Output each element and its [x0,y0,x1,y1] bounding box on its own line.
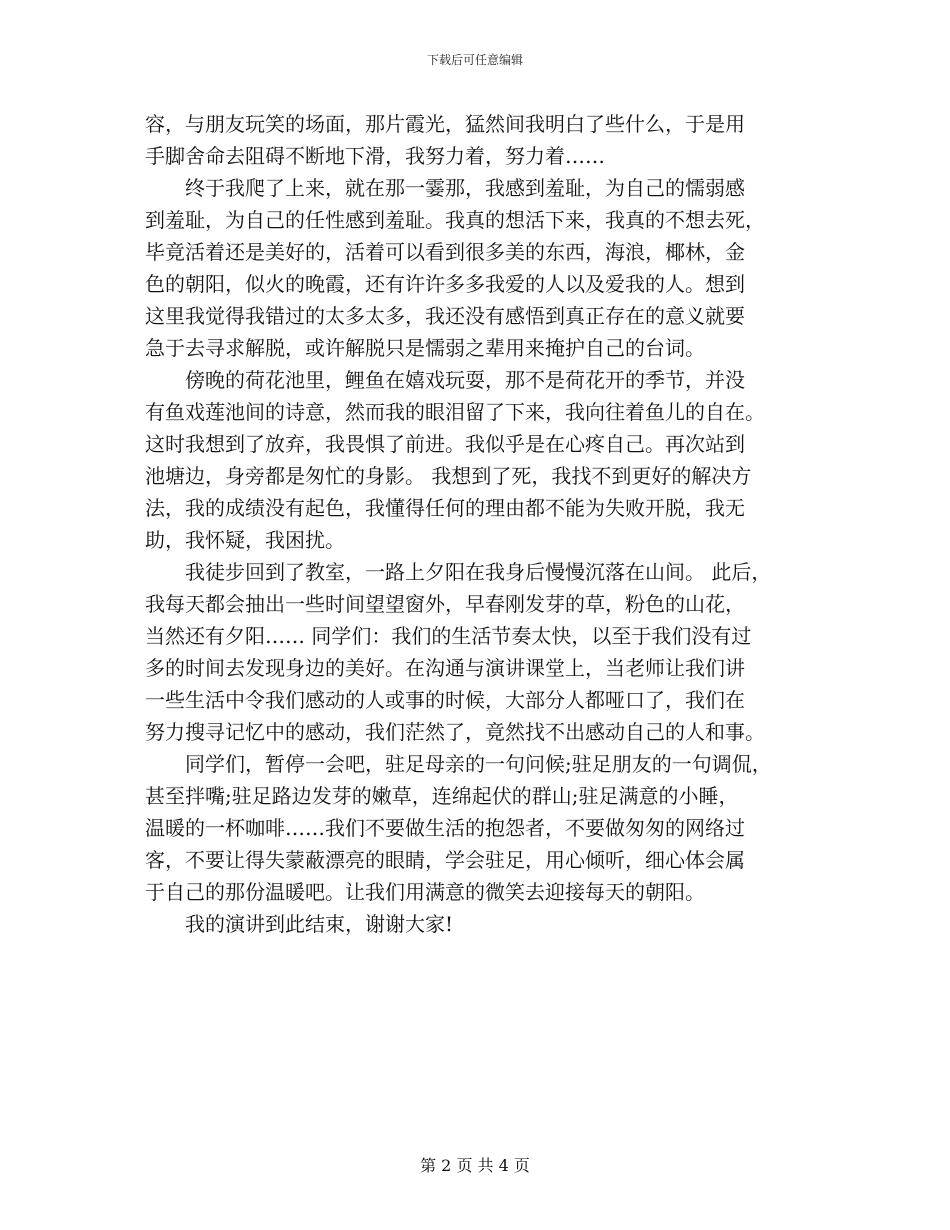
page-header: 下载后可任意编辑 [426,53,523,67]
text-line: 一些生活中令我们感动的人或事的时候，大部分人都哑口了，我们在 [145,688,745,712]
paragraph-start-line: 我徒步回到了教室，一路上夕阳在我身后慢慢沉落在山间。 此后， [185,560,772,584]
text-line: 急于去寻求解脱，或许解脱只是懦弱之辈用来掩护自己的台词。 [145,336,705,360]
text-line: 当然还有夕阳…… 同学们：我们的生活节奏太快，以至于我们没有过 [145,624,752,648]
text-line: 池塘边，身旁都是匆忙的身影。 我想到了死，我找不到更好的解决方 [145,464,752,488]
text-line: 这时我想到了放弃，我畏惧了前进。我似乎是在心疼自己。再次站到 [145,432,745,456]
text-line: 于自己的那份温暖吧。让我们用满意的微笑去迎接每天的朝阳。 [145,880,705,904]
speech-body [145,108,825,940]
text-line: 甚至拌嘴;驻足路边发芽的嫩草，连绵起伏的群山;驻足满意的小睡， [145,784,739,808]
text-line: 手脚舍命去阻碍不断地下滑，我努力着，努力着…… [145,144,605,168]
paragraph-start-line: 终于我爬了上来，就在那一霎那，我感到羞耻，为自己的懦弱感 [185,176,745,200]
text-line: 法，我的成绩没有起色，我懂得任何的理由都不能为失败开脱，我无 [145,496,745,520]
text-line: 助，我怀疑，我困扰。 [145,528,345,552]
text-line: 有鱼戏莲池间的诗意，然而我的眼泪留了下来，我向往着鱼儿的自在。 [145,400,765,424]
text-line: 努力搜寻记忆中的感动，我们茫然了，竟然找不出感动自己的人和事。 [145,720,765,744]
page-footer: 第 2 页 共 4 页 [420,1156,530,1175]
text-line: 色的朝阳，似火的晚霞，还有许许多多我爱的人以及爱我的人。想到 [145,272,745,296]
text-line: 温暖的一杯咖啡……我们不要做生活的抱怨者，不要做匆匆的网络过 [145,816,745,840]
paragraph-start-line: 我的演讲到此结束，谢谢大家! [185,912,454,936]
text-line: 客，不要让得失蒙蔽漂亮的眼睛，学会驻足，用心倾听，细心体会属 [145,848,745,872]
paragraph-start-line: 同学们，暂停一会吧，驻足母亲的一句问候;驻足朋友的一句调侃， [185,752,772,776]
text-line: 这里我觉得我错过的太多太多，我还没有感悟到真正存在的意义就要 [145,304,745,328]
text-line: 我每天都会抽出一些时间望望窗外，早春刚发芽的草，粉色的山花， [145,592,745,616]
text-line: 毕竟活着还是美好的，活着可以看到很多美的东西，海浪，椰林，金 [145,240,745,264]
text-line: 到羞耻，为自己的任性感到羞耻。我真的想活下来，我真的不想去死， [145,208,765,232]
text-line: 多的时间去发现身边的美好。在沟通与演讲课堂上，当老师让我们讲 [145,656,745,680]
text-line: 容，与朋友玩笑的场面，那片霞光，猛然间我明白了些什么，于是用 [145,112,745,136]
paragraph-start-line: 傍晚的荷花池里，鲤鱼在嬉戏玩耍，那不是荷花开的季节，并没 [185,368,745,392]
